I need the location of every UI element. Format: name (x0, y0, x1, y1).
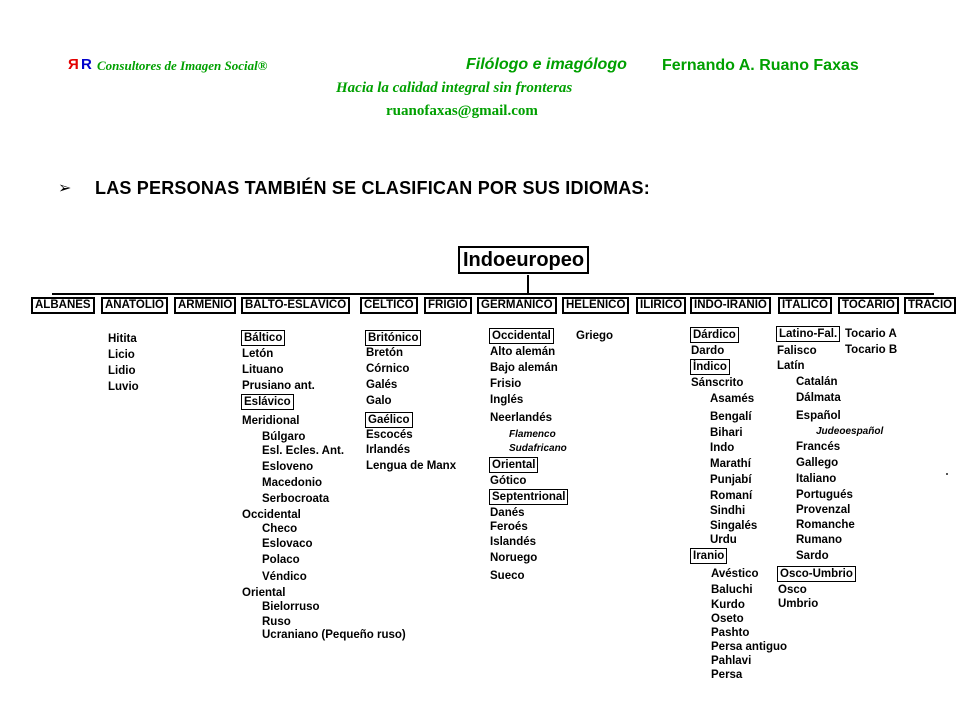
lang-item: Galo (366, 395, 392, 407)
lang-item: Falisco (777, 345, 817, 357)
lang-item: Bengalí (710, 411, 752, 423)
bullet-arrow-icon: ➢ (58, 180, 72, 197)
family-italico: ITÁLICO (778, 297, 832, 314)
lang-subitem: Flamenco (509, 429, 556, 440)
lang-subitem: Sudafricano (509, 443, 567, 454)
lang-item: Luvio (108, 381, 139, 393)
logo-text: Consultores de Imagen Social® (97, 58, 268, 73)
lang-item: Marathí (710, 458, 751, 470)
lang-item: Oseto (711, 613, 744, 625)
lang-item: Inglés (490, 394, 524, 406)
family-germanico: GERMÁNICO (477, 297, 557, 314)
lang-item: Lidio (108, 365, 136, 377)
lang-item: Dálmata (796, 392, 841, 404)
family-connector (52, 293, 934, 295)
lang-item: Kurdo (711, 599, 745, 611)
group-baltico: Báltico (241, 330, 285, 346)
lang-item: Sindhi (710, 505, 746, 517)
lang-item: Francés (796, 441, 841, 453)
lang-item: Persa (711, 669, 743, 681)
lang-item: Sardo (796, 550, 829, 562)
family-tracio: TRACIO (904, 297, 956, 314)
lang-item: Sánscrito (691, 377, 744, 389)
group-germanico-septentrional: Septentrional (489, 489, 568, 505)
lang-item: Eslovaco (262, 538, 313, 550)
lang-item: Avéstico (711, 568, 759, 580)
lang-item: Persa antiguo (711, 641, 788, 653)
lang-item: Pashto (711, 627, 750, 639)
lang-item: Bretón (366, 347, 404, 359)
lang-item: Bielorruso (262, 601, 320, 613)
lang-item: Esloveno (262, 461, 314, 473)
lang-item: Galés (366, 379, 398, 391)
lang-subitem: Judeoespañol (816, 426, 884, 437)
lang-item: Umbrio (778, 598, 819, 610)
lang-item: Griego (576, 330, 614, 342)
lang-item: Bihari (710, 427, 743, 439)
subgroup-oriental: Oriental (242, 587, 286, 599)
lang-item: Rumano (796, 534, 842, 546)
group-germanico-occidental: Occidental (489, 328, 554, 344)
subgroup-occidental: Occidental (242, 509, 301, 521)
family-balto-eslavico: BALTO-ESLÁVICO (241, 297, 350, 314)
lang-item: Búlgaro (262, 431, 306, 443)
lang-item: Lengua de Manx (366, 460, 457, 472)
logo-mark-r1: Я (68, 56, 79, 73)
lang-item: Gallego (796, 457, 839, 469)
family-albanes: ALBANÉS (31, 297, 95, 314)
lang-item: Singalés (710, 520, 758, 532)
lang-item: Gótico (490, 475, 527, 487)
lang-item: Asamés (710, 393, 755, 405)
lang-item: Dardo (691, 345, 725, 357)
family-tocario: TOCARIO (838, 297, 899, 314)
lang-item: Neerlandés (490, 412, 553, 424)
group-iranio: Iranio (690, 548, 727, 564)
lang-item: Hitita (108, 333, 137, 345)
lang-item: Ruso (262, 616, 291, 628)
lang-item: Provenzal (796, 504, 851, 516)
slide-heading: LAS PERSONAS TAMBIÉN SE CLASIFICAN POR SUS IDIOMAS: (95, 178, 650, 198)
subgroup-meridional: Meridional (242, 415, 300, 427)
lang-item: Polaco (262, 554, 300, 566)
group-dardico: Dárdico (690, 327, 739, 343)
lang-item: Bajo alemán (490, 362, 558, 374)
lang-item: Español (796, 410, 841, 422)
group-indico: Índico (690, 359, 730, 375)
lang-item: Noruego (490, 552, 538, 564)
lang-item: Lituano (242, 364, 284, 376)
lang-item: Frisio (490, 378, 522, 390)
lang-item: Romanche (796, 519, 855, 531)
group-latino-falisco: Latino-Fal. (776, 326, 840, 342)
lang-item: Feroés (490, 521, 528, 533)
author-role: Filólogo e imagólogo (466, 56, 627, 73)
family-celtico: CÉLTICO (360, 297, 418, 314)
root-connector (527, 275, 529, 294)
group-osco-umbrio: Osco-Umbrio (777, 566, 856, 582)
family-anatolio: ANATOLIO (101, 297, 168, 314)
lang-item: Indo (710, 442, 735, 454)
lang-item: Danés (490, 507, 525, 519)
lang-item: Urdu (710, 534, 737, 546)
lang-item: Latín (777, 360, 805, 372)
lang-item: Tocario A (845, 328, 897, 340)
lang-item: Romaní (710, 490, 753, 502)
lang-item: Catalán (796, 376, 838, 388)
lang-item: Licio (108, 349, 135, 361)
email: ruanofaxas@gmail.com (386, 103, 538, 119)
group-britonico: Britónico (365, 330, 421, 346)
lang-item: Macedonio (262, 477, 323, 489)
lang-item: Sueco (490, 570, 525, 582)
lang-item: Osco (778, 584, 807, 596)
lang-item: Véndico (262, 571, 307, 583)
lang-item: Esl. Ecles. Ant. (262, 445, 345, 457)
slogan: Hacia la calidad integral sin fronteras (336, 80, 573, 96)
family-armenio: ARMENIO (174, 297, 236, 314)
lang-item: Checo (262, 523, 298, 535)
lang-item: Córnico (366, 363, 410, 375)
group-gaelico: Gaélico (365, 412, 413, 428)
lang-item: Ucraniano (Pequeño ruso) (262, 629, 406, 641)
group-germanico-oriental: Oriental (489, 457, 538, 473)
stray-dot (946, 473, 948, 475)
lang-item: Alto alemán (490, 346, 556, 358)
lang-item: Irlandés (366, 444, 411, 456)
family-frigio: FRIGIO (424, 297, 472, 314)
logo-mark-r2: R (81, 56, 92, 73)
lang-item: Islandés (490, 536, 537, 548)
lang-item: Italiano (796, 473, 837, 485)
group-eslavico: Eslávico (241, 394, 294, 410)
lang-item: Portugués (796, 489, 853, 501)
lang-item: Serbocroata (262, 493, 330, 505)
lang-item: Punjabí (710, 474, 752, 486)
lang-item: Pahlavi (711, 655, 752, 667)
author-name: Fernando A. Ruano Faxas (662, 57, 859, 74)
lang-item: Tocario B (845, 344, 898, 356)
family-indo-iranio: INDO-IRANIO (690, 297, 771, 314)
family-helenico: HELÉNICO (562, 297, 629, 314)
lang-item: Baluchi (711, 584, 753, 596)
lang-item: Prusiano ant. (242, 380, 315, 392)
tree-root: Indoeuropeo (458, 246, 589, 274)
lang-item: Letón (242, 348, 274, 360)
family-ilirico: ILÍRICO (636, 297, 686, 314)
lang-item: Escocés (366, 429, 413, 441)
